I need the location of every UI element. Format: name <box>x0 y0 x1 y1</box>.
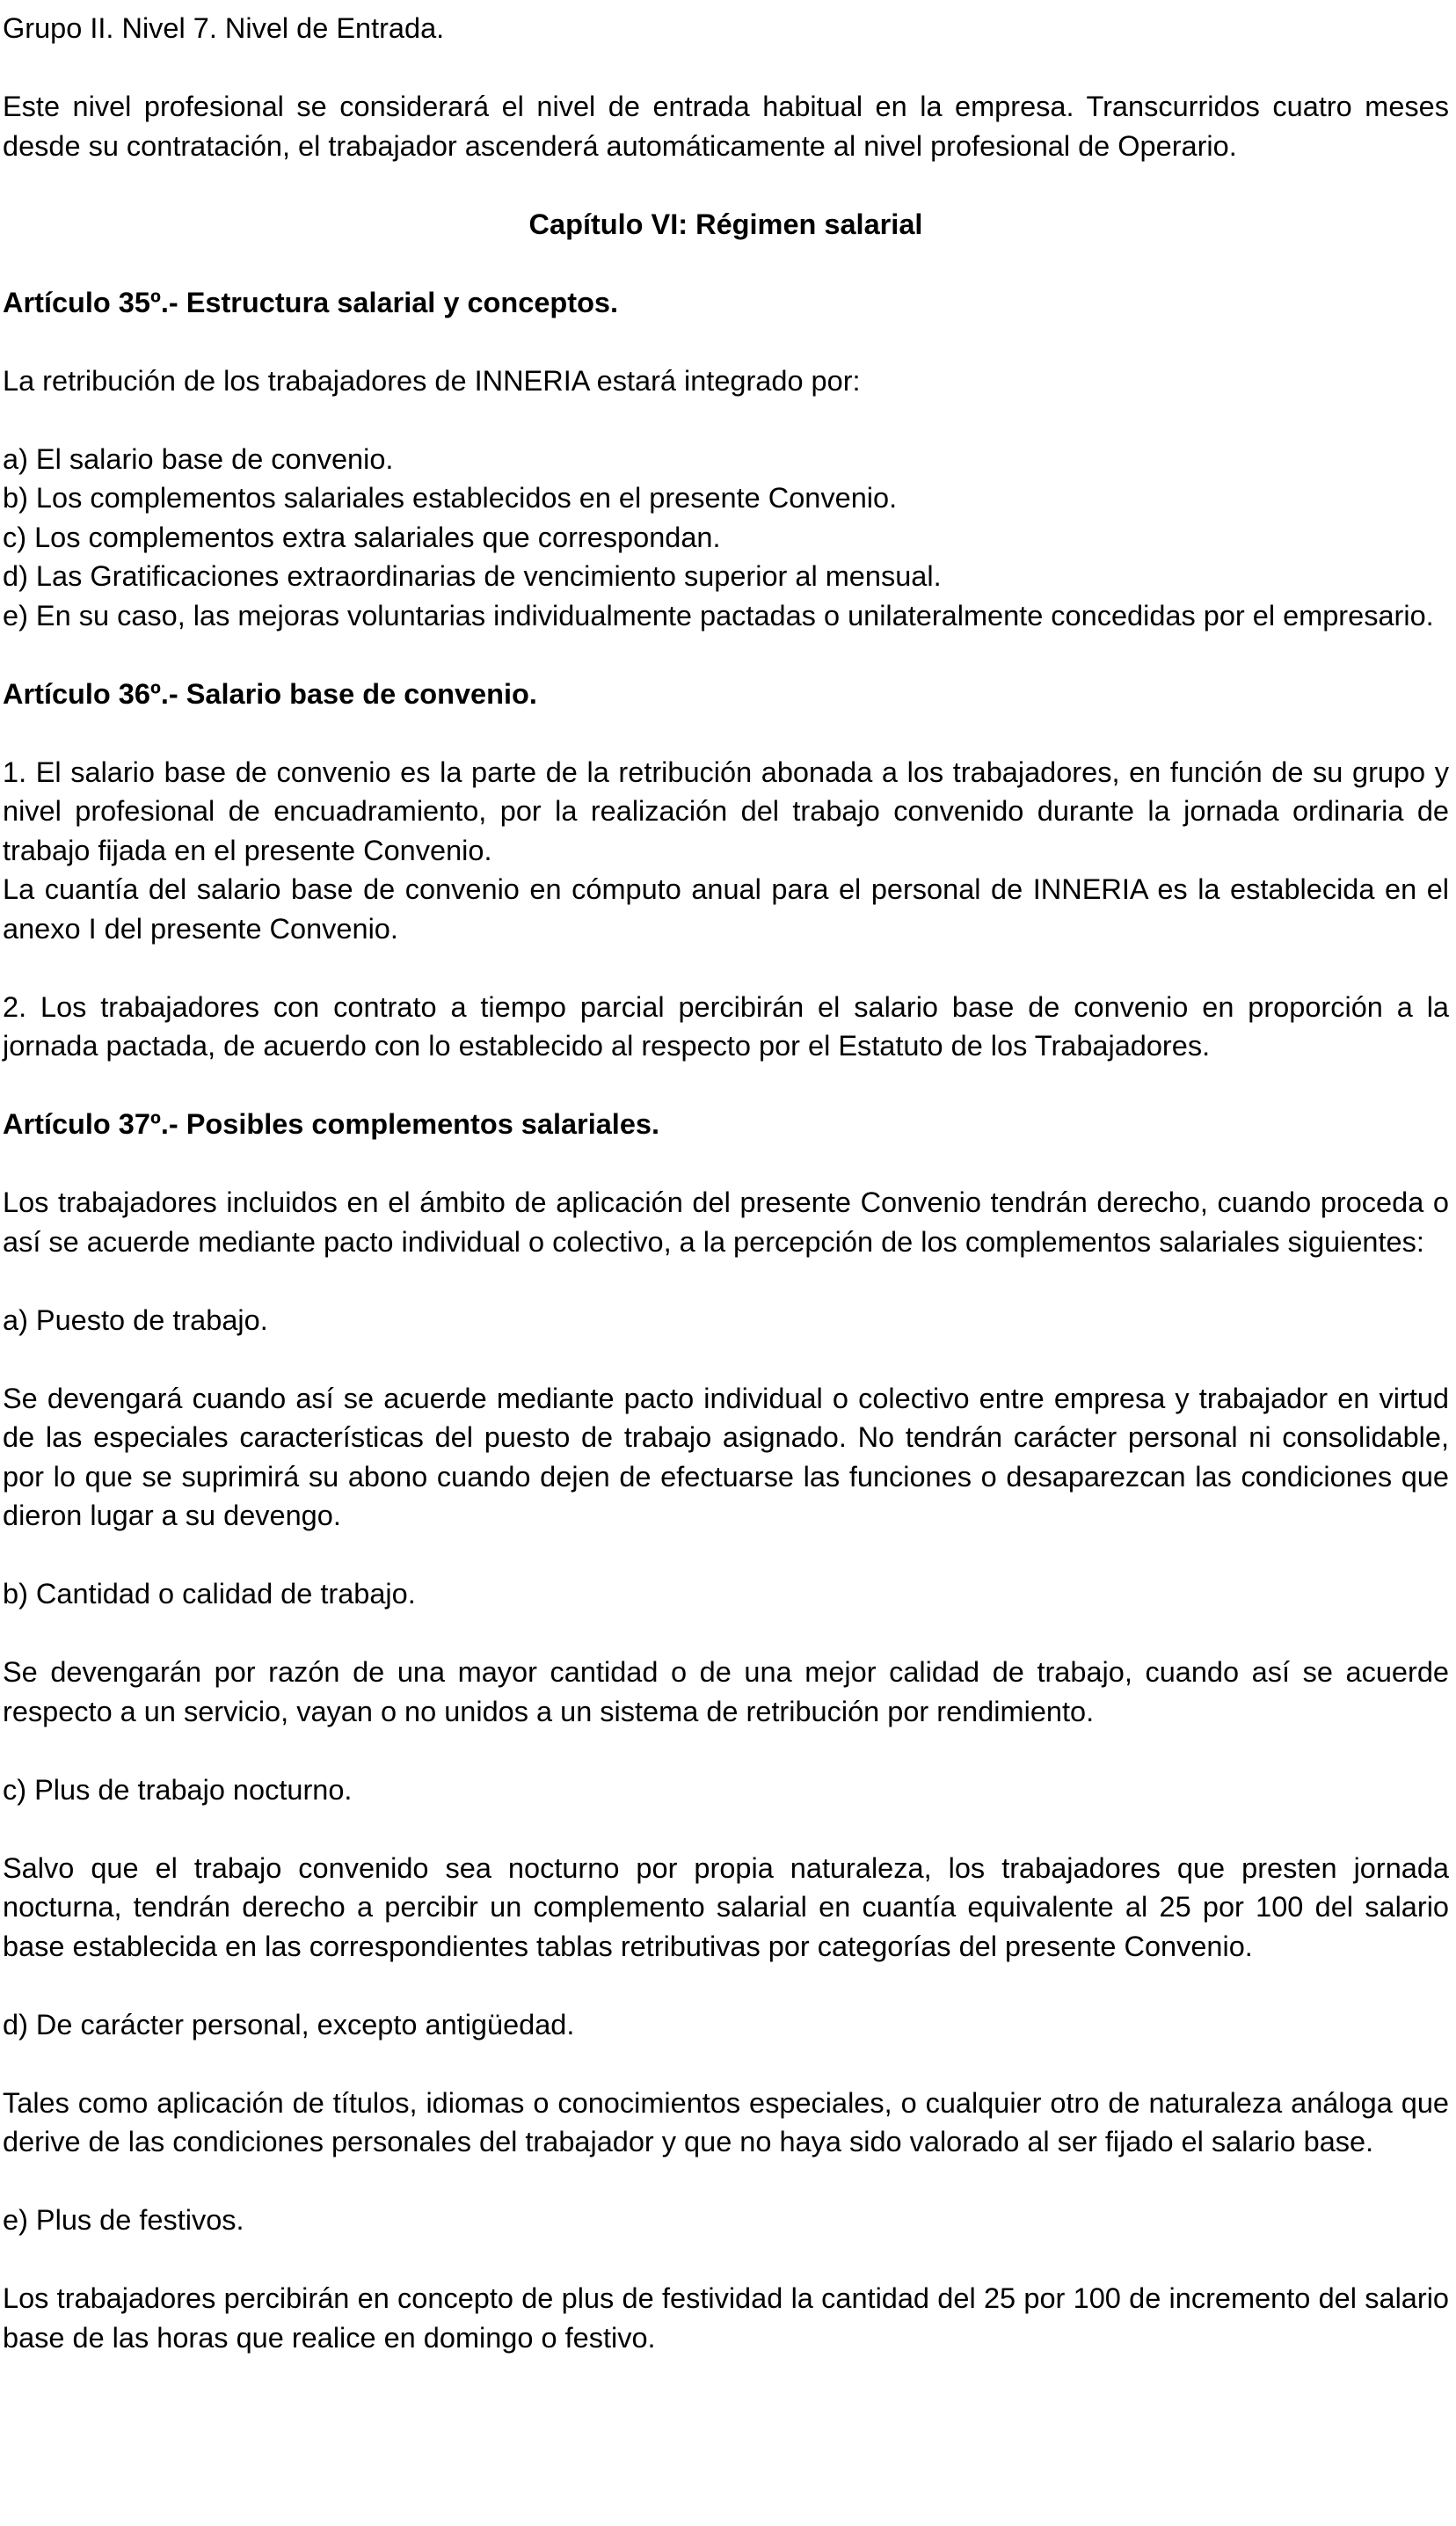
article-37-lead: Los trabajadores incluidos en el ámbito de aplicación del presente Convenio tendrán derecho, cuando proceda o así se acuerde mediante pacto individual o colectivo, a la percepción de los complementos salariales siguientes: <box>3 1186 1449 1258</box>
spacer <box>3 2044 1449 2084</box>
spacer <box>3 1340 1449 1379</box>
spacer <box>3 2162 1449 2201</box>
spacer <box>3 1614 1449 1654</box>
article-37-a-title: a) Puesto de trabajo. <box>3 1303 268 1336</box>
spacer <box>3 1809 1449 1849</box>
intro-paragraph: Este nivel profesional se considerará el nivel de entrada habitual en la empresa. Transcurridos cuatro meses desde su contratación, el trabajador ascenderá automáticamente al nivel profesional de Operario. <box>3 91 1449 162</box>
article-37-c-title: c) Plus de trabajo nocturno. <box>3 1773 353 1806</box>
article-36-paragraph-1: 1. El salario base de convenio es la parte de la retribución abonada a los trabajadores, en función de su grupo y nivel profesional de encuadramiento, por la realización del trabajo convenido durante la jornada ordinaria de trabajo fijada en el presente Convenio. <box>3 756 1449 866</box>
spacer <box>3 1144 1449 1184</box>
article-37-title: Artículo 37º.- Posibles complementos salariales. <box>3 1108 660 1140</box>
article-35-lead: La retribución de los trabajadores de INNERIA estará integrado por: <box>3 364 861 397</box>
article-36-title: Artículo 36º.- Salario base de convenio. <box>3 677 537 710</box>
article-36-paragraph-2: 2. Los trabajadores con contrato a tiempo parcial percibirán el salario base de convenio en proporción a la jornada pactada, de acuerdo con lo establecido al respecto por el Estatuto de los Trabajadores. <box>3 990 1449 1062</box>
list-item: c) Los complementos extra salariales que correspondan. <box>3 521 721 553</box>
article-37-b-text: Se devengarán por razón de una mayor cantidad o de una mejor calidad de trabajo, cuando así se acuerde respecto a un servicio, vayan o no unidos a un sistema de retribución por rendimiento. <box>3 1656 1449 1727</box>
article-37-e-title: e) Plus de festivos. <box>3 2204 244 2236</box>
spacer <box>3 635 1449 675</box>
article-37-a-text: Se devengará cuando así se acuerde mediante pacto individual o colectivo entre empresa y trabajador en virtud de las especiales características del puesto de trabajo asignado. No tendrán carácter personal ni consolidable, por lo que se suprimirá su abono cuando dejen de efectuarse las funciones o desaparezcan las condiciones que dieron lugar a su devengo. <box>3 1382 1449 1531</box>
article-37-d-title: d) De carácter personal, excepto antigüedad. <box>3 2008 575 2041</box>
article-37-e-text: Los trabajadores percibirán en concepto de plus de festividad la cantidad del 25 por 100 de incremento del salario base de las horas que realice en domingo o festivo. <box>3 2282 1449 2354</box>
spacer <box>3 1536 1449 1575</box>
spacer <box>3 322 1449 361</box>
article-37-b-title: b) Cantidad o calidad de trabajo. <box>3 1578 416 1610</box>
list-item: e) En su caso, las mejoras voluntarias individualmente pactadas o unilateralmente concedidas por el empresario. <box>3 599 1434 632</box>
spacer <box>3 48 1449 88</box>
spacer <box>3 948 1449 988</box>
spacer <box>3 1261 1449 1301</box>
article-35-title: Artículo 35º.- Estructura salarial y conceptos. <box>3 286 619 318</box>
spacer <box>3 1066 1449 1106</box>
spacer <box>3 165 1449 205</box>
intro-heading-line: Grupo II. Nivel 7. Nivel de Entrada. <box>3 12 445 44</box>
spacer <box>3 244 1449 283</box>
article-36-paragraph-1b: La cuantía del salario base de convenio en cómputo anual para el personal de INNERIA es la establecida en el anexo I del presente Convenio. <box>3 873 1449 945</box>
article-35-list <box>3 440 1449 636</box>
spacer <box>3 1966 1449 2005</box>
chapter-title: Capítulo VI: Régimen salarial <box>528 208 923 240</box>
article-37-c-text: Salvo que el trabajo convenido sea nocturno por propia naturaleza, los trabajadores que presten jornada nocturna, tendrán derecho a percibir un complemento salarial en cuantía equivalente al 25 por 100 del salario base establecida en las correspondientes tablas retributivas por categorías del presente Convenio. <box>3 1851 1449 1962</box>
spacer <box>3 1731 1449 1770</box>
list-item: b) Los complementos salariales establecidos en el presente Convenio. <box>3 482 898 514</box>
list-item: a) El salario base de convenio. <box>3 442 394 475</box>
spacer <box>3 2240 1449 2280</box>
spacer <box>3 400 1449 440</box>
list-item: d) Las Gratificaciones extraordinarias de vencimiento superior al mensual. <box>3 560 942 592</box>
spacer <box>3 713 1449 753</box>
article-37-d-text: Tales como aplicación de títulos, idiomas o conocimientos especiales, o cualquier otro de naturaleza análoga que derive de las condiciones personales del trabajador y que no haya sido valorado al ser fijado el salario base. <box>3 2086 1449 2157</box>
